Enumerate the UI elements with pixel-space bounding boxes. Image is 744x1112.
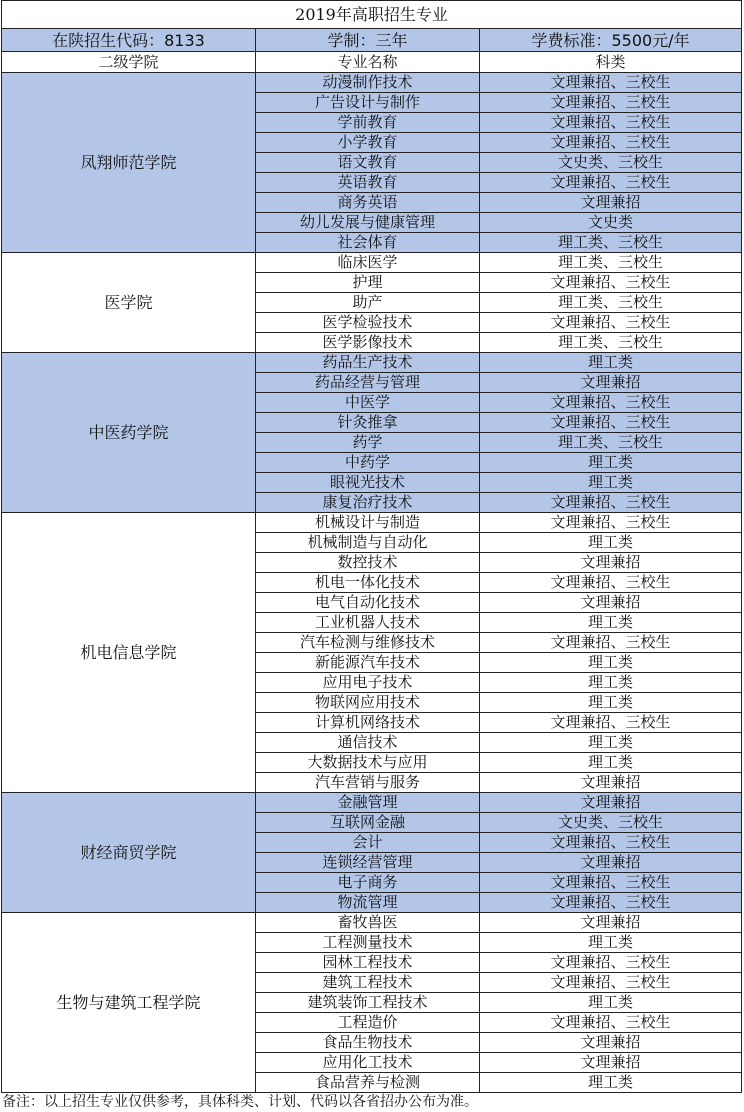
major-name: 药品经营与管理 bbox=[256, 373, 480, 393]
major-name: 汽车检测与维修技术 bbox=[256, 633, 480, 653]
major-name: 医学检验技术 bbox=[256, 313, 480, 333]
major-category: 理工类、三校生 bbox=[480, 233, 742, 253]
major-category: 文理兼招 bbox=[480, 193, 742, 213]
major-category: 理工类 bbox=[480, 673, 742, 693]
title-row bbox=[2, 1, 742, 29]
major-name: 汽车营销与服务 bbox=[256, 773, 480, 793]
major-category: 文理兼招 bbox=[480, 913, 742, 933]
major-category: 理工类 bbox=[480, 653, 742, 673]
header-category: 科类 bbox=[480, 52, 742, 73]
major-category: 文史类 bbox=[480, 213, 742, 233]
major-name: 中药学 bbox=[256, 453, 480, 473]
major-name: 机械制造与自动化 bbox=[256, 533, 480, 553]
major-name: 护理 bbox=[256, 273, 480, 293]
major-name: 英语教育 bbox=[256, 173, 480, 193]
major-category: 理工类 bbox=[480, 353, 742, 373]
table-row bbox=[2, 253, 742, 273]
major-name: 建筑装饰工程技术 bbox=[256, 993, 480, 1013]
major-name: 临床医学 bbox=[256, 253, 480, 273]
major-name: 广告设计与制作 bbox=[256, 93, 480, 113]
major-category: 理工类 bbox=[480, 533, 742, 553]
major-category: 理工类 bbox=[480, 753, 742, 773]
major-category: 理工类 bbox=[480, 993, 742, 1013]
major-category: 文理兼招、三校生 bbox=[480, 113, 742, 133]
majors-table bbox=[1, 0, 742, 1093]
major-name: 机电一体化技术 bbox=[256, 573, 480, 593]
major-name: 畜牧兽医 bbox=[256, 913, 480, 933]
study-duration: 学制：三年 bbox=[256, 29, 480, 52]
major-category: 文理兼招、三校生 bbox=[480, 273, 742, 293]
major-category: 文理兼招、三校生 bbox=[480, 173, 742, 193]
enrollment-code: 在陕招生代码：8133 bbox=[2, 29, 256, 52]
table-row bbox=[2, 73, 742, 93]
major-category: 文理兼招 bbox=[480, 373, 742, 393]
college-name: 财经商贸学院 bbox=[2, 793, 256, 913]
college-name: 中医药学院 bbox=[2, 353, 256, 513]
table-row bbox=[2, 913, 742, 933]
major-category: 文理兼招、三校生 bbox=[480, 493, 742, 513]
major-category: 文理兼招、三校生 bbox=[480, 573, 742, 593]
major-category: 文理兼招、三校生 bbox=[480, 133, 742, 153]
major-name: 工程造价 bbox=[256, 1013, 480, 1033]
tuition-fee: 学费标准：5500元/年 bbox=[480, 29, 742, 52]
major-name: 眼视光技术 bbox=[256, 473, 480, 493]
header-college: 二级学院 bbox=[2, 52, 256, 73]
major-name: 连锁经营管理 bbox=[256, 853, 480, 873]
major-category: 理工类、三校生 bbox=[480, 333, 742, 353]
major-category: 文理兼招、三校生 bbox=[480, 873, 742, 893]
major-category: 文史类、三校生 bbox=[480, 813, 742, 833]
major-name: 建筑工程技术 bbox=[256, 973, 480, 993]
major-name: 互联网金融 bbox=[256, 813, 480, 833]
major-category: 理工类 bbox=[480, 613, 742, 633]
major-category: 文史类、三校生 bbox=[480, 153, 742, 173]
college-name: 生物与建筑工程学院 bbox=[2, 913, 256, 1093]
major-category: 理工类 bbox=[480, 453, 742, 473]
major-name: 电气自动化技术 bbox=[256, 593, 480, 613]
major-category: 理工类、三校生 bbox=[480, 293, 742, 313]
major-name: 工业机器人技术 bbox=[256, 613, 480, 633]
major-category: 理工类 bbox=[480, 473, 742, 493]
major-name: 康复治疗技术 bbox=[256, 493, 480, 513]
major-name: 金融管理 bbox=[256, 793, 480, 813]
major-category: 文理兼招 bbox=[480, 1053, 742, 1073]
major-category: 文理兼招 bbox=[480, 553, 742, 573]
table-row bbox=[2, 353, 742, 373]
major-name: 会计 bbox=[256, 833, 480, 853]
major-name: 针灸推拿 bbox=[256, 413, 480, 433]
major-name: 食品生物技术 bbox=[256, 1033, 480, 1053]
major-name: 物联网应用技术 bbox=[256, 693, 480, 713]
major-category: 文理兼招、三校生 bbox=[480, 413, 742, 433]
major-category: 理工类、三校生 bbox=[480, 433, 742, 453]
major-name: 通信技术 bbox=[256, 733, 480, 753]
major-name: 社会体育 bbox=[256, 233, 480, 253]
major-category: 文理兼招、三校生 bbox=[480, 953, 742, 973]
header-row bbox=[2, 52, 742, 73]
major-name: 大数据技术与应用 bbox=[256, 753, 480, 773]
major-category: 文理兼招 bbox=[480, 793, 742, 813]
major-category: 理工类 bbox=[480, 733, 742, 753]
table-row bbox=[2, 793, 742, 813]
major-name: 机械设计与制造 bbox=[256, 513, 480, 533]
major-name: 药学 bbox=[256, 433, 480, 453]
major-category: 文理兼招、三校生 bbox=[480, 633, 742, 653]
major-name: 幼儿发展与健康管理 bbox=[256, 213, 480, 233]
college-name: 机电信息学院 bbox=[2, 513, 256, 793]
major-category: 文理兼招、三校生 bbox=[480, 893, 742, 913]
major-category: 文理兼招、三校生 bbox=[480, 313, 742, 333]
major-category: 文理兼招 bbox=[480, 1033, 742, 1053]
header-major: 专业名称 bbox=[256, 52, 480, 73]
major-category: 理工类 bbox=[480, 693, 742, 713]
major-name: 新能源汽车技术 bbox=[256, 653, 480, 673]
major-name: 物流管理 bbox=[256, 893, 480, 913]
footnote: 备注：以上招生专业仅供参考，具体科类、计划、代码以各省招办公布为准。 bbox=[2, 1094, 478, 1110]
major-name: 电子商务 bbox=[256, 873, 480, 893]
major-category: 文理兼招、三校生 bbox=[480, 833, 742, 853]
major-category: 文理兼招 bbox=[480, 773, 742, 793]
info-row bbox=[2, 29, 742, 52]
major-name: 计算机网络技术 bbox=[256, 713, 480, 733]
major-category: 文理兼招 bbox=[480, 593, 742, 613]
major-name: 学前教育 bbox=[256, 113, 480, 133]
major-name: 工程测量技术 bbox=[256, 933, 480, 953]
major-category: 文理兼招、三校生 bbox=[480, 513, 742, 533]
major-category: 文理兼招、三校生 bbox=[480, 973, 742, 993]
major-name: 商务英语 bbox=[256, 193, 480, 213]
major-name: 应用电子技术 bbox=[256, 673, 480, 693]
major-category: 文理兼招、三校生 bbox=[480, 1013, 742, 1033]
major-name: 医学影像技术 bbox=[256, 333, 480, 353]
major-category: 文理兼招、三校生 bbox=[480, 713, 742, 733]
major-category: 理工类、三校生 bbox=[480, 253, 742, 273]
major-name: 食品营养与检测 bbox=[256, 1073, 480, 1093]
major-category: 理工类 bbox=[480, 1073, 742, 1093]
major-name: 小学教育 bbox=[256, 133, 480, 153]
college-name: 医学院 bbox=[2, 253, 256, 353]
major-name: 动漫制作技术 bbox=[256, 73, 480, 93]
college-name: 凤翔师范学院 bbox=[2, 73, 256, 253]
major-name: 药品生产技术 bbox=[256, 353, 480, 373]
table-row bbox=[2, 513, 742, 533]
major-name: 语文教育 bbox=[256, 153, 480, 173]
major-category: 理工类 bbox=[480, 933, 742, 953]
major-category: 文理兼招、三校生 bbox=[480, 73, 742, 93]
major-name: 园林工程技术 bbox=[256, 953, 480, 973]
major-category: 文理兼招、三校生 bbox=[480, 393, 742, 413]
sheet-title: 2019年高职招生专业 bbox=[2, 1, 742, 29]
major-name: 应用化工技术 bbox=[256, 1053, 480, 1073]
major-category: 文理兼招、三校生 bbox=[480, 93, 742, 113]
major-category: 文理兼招 bbox=[480, 853, 742, 873]
major-name: 中医学 bbox=[256, 393, 480, 413]
major-name: 数控技术 bbox=[256, 553, 480, 573]
major-name: 助产 bbox=[256, 293, 480, 313]
